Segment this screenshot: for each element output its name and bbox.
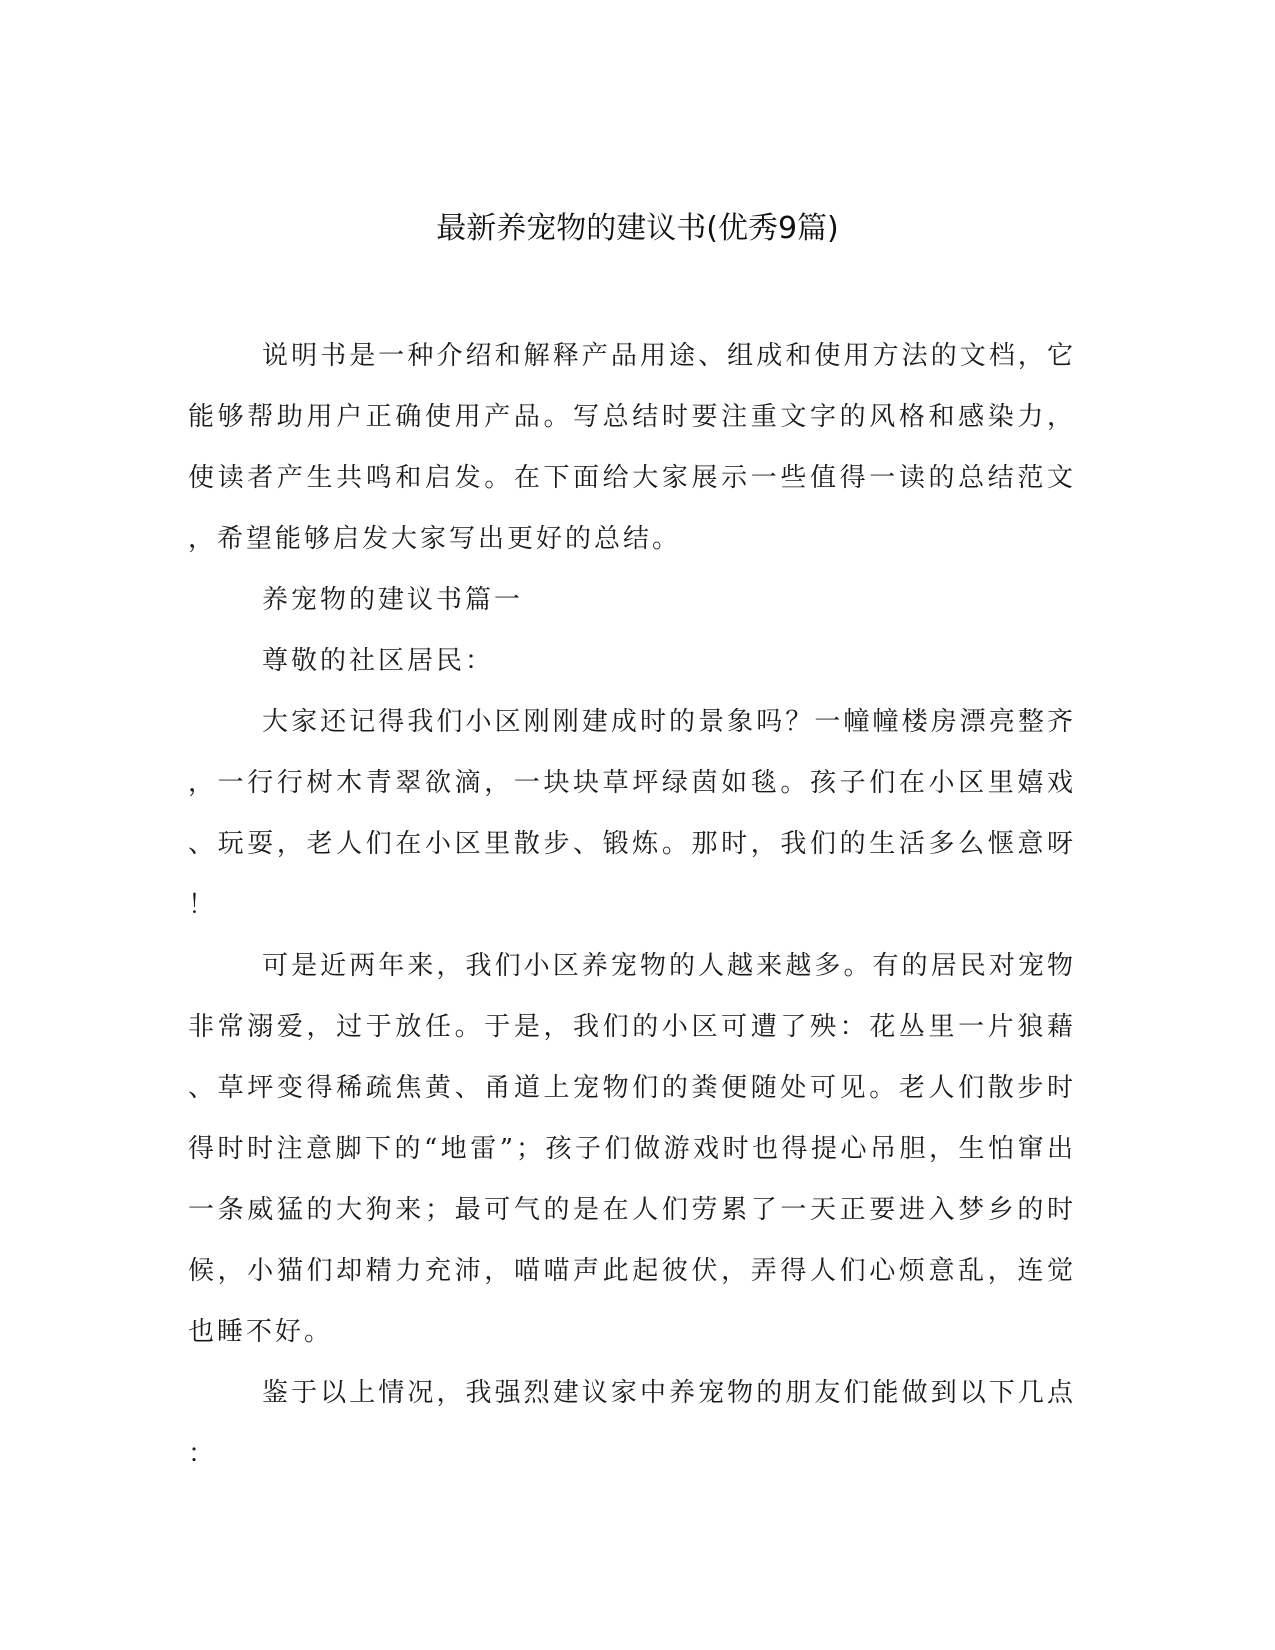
salutation: 尊敬的社区居民：: [262, 646, 495, 676]
body-paragraph: 大家还记得我们小区刚刚建成时的景象吗？一幢幢楼房漂亮整齐，一行行树木青翠欲滴，一块块草坪绿茵如毯。孩子们在小区里嬉戏、玩耍，老人们在小区里散步、锻炼。那时，我们的生活多么惬意呀！: [188, 707, 1076, 920]
body-paragraph: 可是近两年来，我们小区养宠物的人越来越多。有的居民对宠物非常溺爱，过于放任。于是，我们的小区可遭了殃：花丛里一片狼藉、草坪变得稀疏焦黄、甬道上宠物们的粪便随处可见。老人们散步时得时时注意脚下的“地雷”；孩子们做游戏时也得提心吊胆，生怕窜出一条威猛的大狗来；最可气的是在人们劳累了一天正要进入梦乡的时候，小猫们却精力充沛，喵喵声此起彼伏，弄得人们心烦意乱，连觉也睡不好。: [188, 951, 1076, 1347]
intro-paragraph: 说明书是一种介绍和解释产品用途、组成和使用方法的文档，它能够帮助用户正确使用产品。写总结时要注重文字的风格和感染力，使读者产生共鸣和启发。在下面给大家展示一些值得一读的总结范文，希望能够启发大家写出更好的总结。: [188, 341, 1076, 554]
section-heading: 养宠物的建议书篇一: [262, 585, 524, 615]
document-body: [188, 326, 1076, 1485]
body-paragraph: 鉴于以上情况，我强烈建议家中养宠物的朋友们能做到以下几点：: [188, 1378, 1076, 1469]
document-title: 最新养宠物的建议书(优秀9篇): [436, 211, 839, 246]
